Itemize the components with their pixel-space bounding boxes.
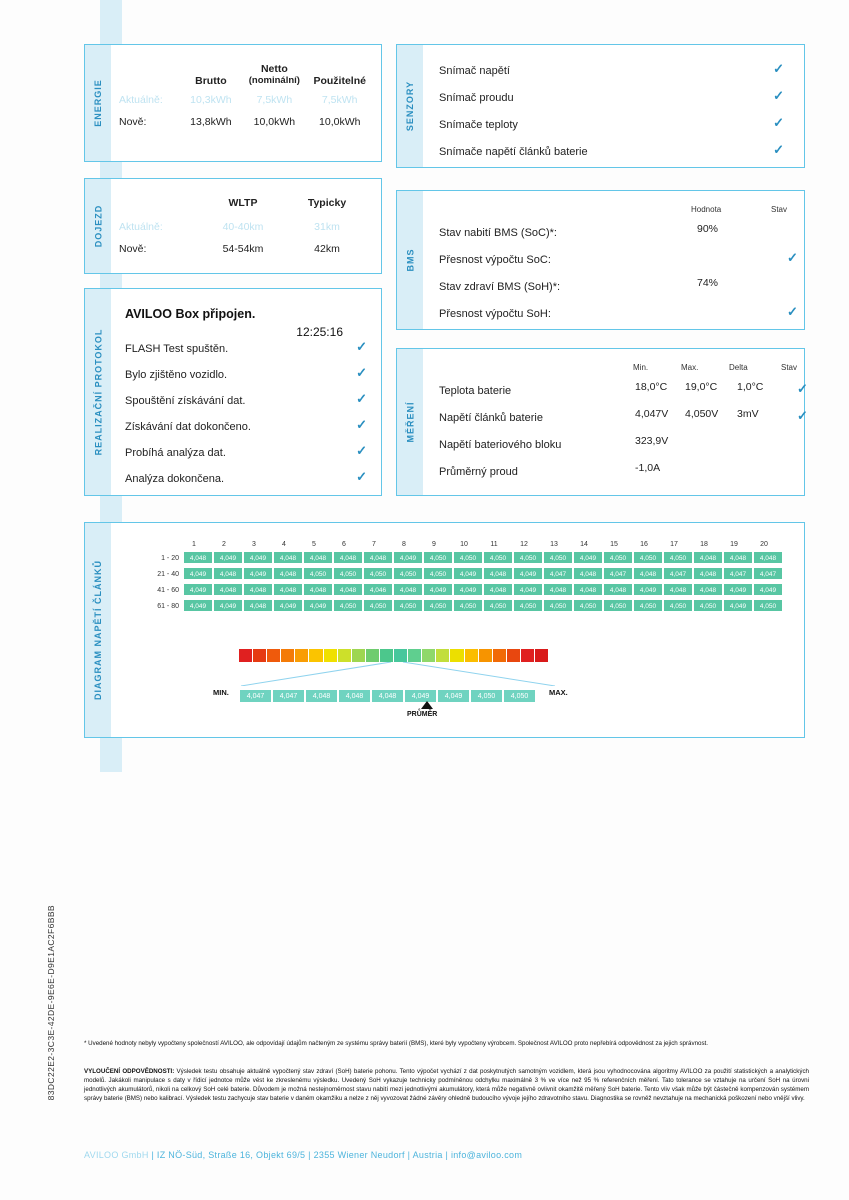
minmax-cell: 4,048 (371, 689, 404, 703)
bms-col-value: Hodnota (691, 205, 722, 214)
cell: 4,049 (573, 551, 603, 564)
diagram-col-5: 5 (312, 541, 316, 548)
mereni-row-3-text: Průměrný proud (439, 466, 518, 478)
protokol-item-3-text: Získávání dat dokončeno. (125, 421, 251, 433)
cell: 4,048 (483, 567, 513, 580)
energie-row0-netto: 7,5kWh (256, 94, 293, 106)
list-item (125, 443, 367, 469)
minmax-cell: 4,048 (305, 689, 338, 703)
card-energie (84, 44, 382, 162)
energie-row0-usable: 7,5kWh (321, 94, 358, 106)
cell: 4,048 (393, 583, 423, 596)
dojezd-header-typ: Typicky (307, 197, 347, 209)
cell: 4,050 (393, 567, 423, 580)
diagram-col-1: 1 (192, 541, 196, 548)
cell: 4,046 (363, 583, 393, 596)
cell: 4,048 (723, 551, 753, 564)
cell: 4,049 (723, 583, 753, 596)
card-senzory-label: SENZORY (397, 45, 423, 167)
minmax-cell: 4,047 (239, 689, 272, 703)
list-item (125, 469, 367, 495)
energie-row1-name: Nově: (119, 116, 147, 128)
cell: 4,050 (453, 599, 483, 612)
mereni-row-3-min: -1,0A (635, 462, 661, 474)
check-icon: ✓ (356, 365, 367, 380)
energie-header-brutto: Brutto (195, 75, 227, 87)
footer-brand: AVILOO GmbH (84, 1150, 149, 1160)
cell: 4,049 (273, 599, 303, 612)
list-item (125, 365, 367, 391)
diagram-col-8: 8 (402, 541, 406, 548)
card-mereni-body (423, 349, 808, 495)
table-row (119, 94, 371, 106)
cell: 4,048 (303, 551, 333, 564)
protokol-item-5-text: Analýza dokončena. (125, 473, 225, 485)
list-item (125, 417, 367, 443)
minmax-cell: 4,049 (437, 689, 470, 703)
check-icon: ✓ (773, 88, 784, 103)
diagram-col-9: 9 (432, 541, 436, 548)
minmax-strip (213, 685, 568, 703)
cell: 4,048 (303, 583, 333, 596)
max-label: MAX. (549, 688, 568, 697)
senzory-item-3-text: Snímače napětí článků baterie (439, 146, 588, 158)
cell: 4,049 (183, 567, 213, 580)
check-icon: ✓ (773, 61, 784, 76)
list-item (439, 61, 784, 88)
dojezd-row1-typ: 42km (314, 243, 340, 255)
cell: 4,048 (573, 567, 603, 580)
diagram-col-14: 14 (580, 541, 588, 548)
footer (84, 1150, 809, 1160)
card-dojezd (84, 178, 382, 274)
mereni-row-0-text: Teplota baterie (439, 385, 512, 397)
card-energie-body (111, 45, 381, 161)
bms-row-0-value: 90% (697, 223, 719, 235)
dojezd-row1-wltp: 54-54km (222, 243, 264, 255)
mereni-row-0-delta: 1,0°C (737, 381, 764, 393)
table-row (119, 221, 371, 233)
dojezd-row0-wltp: 40-40km (222, 221, 264, 233)
card-senzory-body (423, 45, 804, 167)
check-icon: ✓ (787, 304, 798, 319)
protokol-item-0-text: FLASH Test spuštěn. (125, 343, 229, 355)
legal-note: * Uvedené hodnoty nebyly vypočteny společností AVILOO, ale odpovídají údajům načteným ze systému správy baterií (BMS), které byly vypočteny výrobcem. Společnost AVILOO proto nepřebírá odpovědnost za jejich správnost. (84, 1040, 708, 1047)
cell: 4,047 (543, 567, 573, 580)
average-label: PRŮMĚR (407, 711, 438, 718)
bms-row-2-text: Stav zdraví BMS (SoH)*: (439, 281, 561, 293)
card-bms (396, 190, 805, 330)
cell: 4,049 (183, 583, 213, 596)
cell: 4,049 (513, 583, 543, 596)
check-icon: ✓ (356, 391, 367, 406)
diagram-col-10: 10 (460, 541, 468, 548)
table-row (439, 304, 798, 331)
energie-row0-name: Aktuálně: (119, 94, 163, 106)
list-item (125, 339, 367, 365)
protokol-time: 12:25:16 (296, 325, 343, 339)
mereni-col-state: Stav (781, 363, 798, 372)
energie-row1-brutto: 13,8kWh (190, 116, 232, 128)
check-icon: ✓ (797, 408, 808, 423)
bms-row-3-text: Přesnost výpočtu SoH: (439, 308, 551, 320)
diagram-row-3-label: 61 - 80 (157, 603, 179, 610)
cell: 4,048 (243, 583, 273, 596)
card-diagram (84, 522, 805, 738)
diagram-col-6: 6 (342, 541, 346, 548)
cell: 4,050 (603, 599, 633, 612)
energie-header-usable: Použitelné (313, 75, 366, 87)
table-row (439, 250, 798, 277)
cell: 4,049 (423, 583, 453, 596)
cell: 4,050 (633, 551, 663, 564)
minmax-cell: 4,050 (470, 689, 503, 703)
diagram-col-18: 18 (700, 541, 708, 548)
table-row (439, 223, 790, 250)
cell: 4,050 (693, 599, 723, 612)
card-bms-body (423, 191, 804, 329)
cell: 4,047 (663, 567, 693, 580)
dojezd-header-wltp: WLTP (228, 197, 258, 209)
diagram-col-13: 13 (550, 541, 558, 548)
list-item (125, 391, 367, 417)
dojezd-row1-name: Nově: (119, 243, 147, 255)
cell: 4,049 (513, 567, 543, 580)
cell: 4,048 (243, 599, 273, 612)
table-row (439, 462, 794, 489)
cell: 4,048 (213, 567, 243, 580)
mereni-row-1-text: Napětí článků baterie (439, 412, 543, 424)
mereni-row-0-max: 19,0°C (685, 381, 718, 393)
cell: 4,049 (213, 551, 243, 564)
cell: 4,048 (273, 583, 303, 596)
mereni-row-1-min: 4,047V (635, 408, 669, 420)
connector-lines (239, 662, 559, 686)
cell: 4,049 (723, 599, 753, 612)
spectrum-bar (239, 649, 549, 662)
card-diagram-label: DIAGRAM NAPĚTÍ ČLÁNKŮ (85, 523, 111, 737)
cell: 4,049 (393, 551, 423, 564)
senzory-item-0-text: Snímač napětí (439, 65, 510, 77)
card-protokol-label: REALIZAČNÍ PROTOKOL (85, 289, 111, 495)
cell: 4,050 (333, 567, 363, 580)
card-protokol-body (111, 289, 381, 495)
card-dojezd-label: DOJEZD (85, 179, 111, 273)
protokol-item-4-text: Probíhá analýza dat. (125, 447, 226, 459)
senzory-item-2-text: Snímače teploty (439, 119, 518, 131)
card-mereni (396, 348, 808, 496)
cell: 4,049 (753, 583, 783, 596)
card-mereni-label: MĚŘENÍ (397, 349, 423, 495)
mereni-row-0-min: 18,0°C (635, 381, 668, 393)
cell: 4,050 (483, 551, 513, 564)
min-label: MIN. (213, 688, 229, 697)
dojezd-row0-typ: 31km (314, 221, 340, 233)
cell: 4,049 (243, 551, 273, 564)
diagram-row-1-label: 21 - 40 (157, 571, 179, 578)
cell: 4,048 (273, 551, 303, 564)
diagram-col-15: 15 (610, 541, 618, 548)
bms-row-0-text: Stav nabití BMS (SoC)*: (439, 227, 557, 239)
cell: 4,048 (753, 551, 783, 564)
card-bms-label: BMS (397, 191, 423, 329)
cell: 4,050 (423, 551, 453, 564)
cell: 4,049 (183, 599, 213, 612)
check-icon: ✓ (773, 142, 784, 157)
diagram-col-4: 4 (282, 541, 286, 548)
cell: 4,050 (423, 599, 453, 612)
cell: 4,050 (543, 551, 573, 564)
minmax-cell: 4,047 (272, 689, 305, 703)
cell: 4,048 (543, 583, 573, 596)
cell: 4,048 (333, 583, 363, 596)
bms-row-2-value: 74% (697, 277, 719, 289)
mereni-col-min: Min. (633, 363, 649, 372)
diagram-col-3: 3 (252, 541, 256, 548)
diagram-col-16: 16 (640, 541, 648, 548)
table-row (119, 116, 371, 128)
minmax-cell: 4,050 (503, 689, 536, 703)
cell: 4,049 (453, 567, 483, 580)
card-senzory (396, 44, 805, 168)
cell: 4,050 (423, 567, 453, 580)
bms-row-1-text: Přesnost výpočtu SoC: (439, 254, 551, 266)
cell: 4,050 (393, 599, 423, 612)
dojezd-row0-name: Aktuálně: (119, 221, 163, 233)
diagram-col-12: 12 (520, 541, 528, 548)
check-icon: ✓ (797, 381, 808, 396)
cell: 4,048 (273, 567, 303, 580)
cell: 4,049 (213, 599, 243, 612)
cell: 4,050 (573, 599, 603, 612)
cell: 4,050 (363, 567, 393, 580)
legal-disclaimer-title: VYLOUČENÍ ODPOVĚDNOSTI: (84, 1068, 175, 1075)
cell: 4,050 (603, 551, 633, 564)
cell: 4,047 (753, 567, 783, 580)
list-item (439, 88, 784, 115)
legal-disclaimer (84, 1068, 809, 1104)
diagram-col-17: 17 (670, 541, 678, 548)
energie-header-netto-sub: (nominální) (248, 75, 300, 86)
cell: 4,049 (243, 567, 273, 580)
check-icon: ✓ (356, 443, 367, 458)
footer-address: | IZ NÖ-Süd, Straße 16, Objekt 69/5 | 2355 Wiener Neudorf | Austria | info@aviloo.com (151, 1150, 523, 1160)
table-row (439, 381, 808, 408)
cell: 4,048 (693, 551, 723, 564)
cell: 4,050 (303, 567, 333, 580)
cell: 4,050 (543, 599, 573, 612)
cell: 4,050 (483, 599, 513, 612)
table-row (439, 277, 790, 304)
mereni-row-2-min: 323,9V (635, 435, 669, 447)
check-icon: ✓ (773, 115, 784, 130)
card-energie-label: ENERGIE (85, 45, 111, 161)
table-row (439, 435, 794, 462)
mereni-row-1-max: 4,050V (685, 408, 719, 420)
cell: 4,050 (663, 599, 693, 612)
energie-header-netto: Netto (260, 63, 288, 75)
cell: 4,049 (453, 583, 483, 596)
cell: 4,048 (333, 551, 363, 564)
cell: 4,048 (573, 583, 603, 596)
diagram-col-2: 2 (222, 541, 226, 548)
check-icon: ✓ (787, 250, 798, 265)
cell: 4,050 (513, 599, 543, 612)
energie-row1-netto: 10,0kWh (253, 116, 296, 128)
legal-disclaimer-body: Výsledek testu obsahuje aktuálně vypočtený stav zdraví (SoH) baterie pohonu. Tento výpočet vychází z dat poskytnutých samotným vozidlem, která jsou vyhodnocována algoritmy AVILOO za použití statistických a analytických modelů. Jakákoli manipulace s daty v řídicí jednotce může vést ke zkreslenému výsledku. Uvedený SoH vykazuje technicky podmíněnou odchylku maximálně 3 % ve více než 95 % referenčních měření. Tato tolerance se vztahuje na určení SoH na úrovni jednotlivých akumulátorů, nikoli na celkový SoH celé baterie. Důvodem je možná nestejnoměrnost stavu nabití mezi jednotlivými akumulátory, která může negativně ovlivnit okamžitě měřený SoH baterie. Tento vliv však může být částečně kompenzován systémem správy baterie (BMS) nebo kalibrací. Výsledek testu zachycuje stav baterie v daném okamžiku a nelze z něj vyvozovat žádné závěry ohledně budoucího vývoje jejího zdravotního stavu. Diagnostika se rovněž nevztahuje na mechanická poškození nebo vnější vlivy. (84, 1068, 809, 1102)
cell: 4,048 (633, 567, 663, 580)
cell: 4,050 (663, 551, 693, 564)
cell: 4,048 (363, 551, 393, 564)
table-row (439, 408, 808, 435)
cell: 4,047 (603, 567, 633, 580)
card-diagram-body (111, 523, 804, 737)
cell: 4,048 (663, 583, 693, 596)
diagram-row-3 (149, 595, 783, 613)
document-id: 83DC22E2-3C3E-42DE-9E6E-D9E1AC2F6BBB (46, 905, 56, 1101)
diagram-row-0-label: 1 - 20 (161, 555, 179, 562)
cell: 4,050 (453, 551, 483, 564)
diagram-row-2-label: 41 - 60 (157, 587, 179, 594)
cell: 4,049 (633, 583, 663, 596)
cell: 4,048 (213, 583, 243, 596)
cell: 4,048 (483, 583, 513, 596)
card-protokol (84, 288, 382, 496)
mereni-row-1-delta: 3mV (737, 408, 759, 420)
energie-row0-brutto: 10,3kWh (190, 94, 232, 106)
table-row (119, 243, 371, 255)
cell: 4,050 (753, 599, 783, 612)
check-icon: ✓ (356, 417, 367, 432)
mereni-row-2-text: Napětí bateriového bloku (439, 439, 562, 451)
senzory-item-1-text: Snímač proudu (439, 92, 514, 104)
energie-row1-usable: 10,0kWh (319, 116, 361, 128)
cell: 4,050 (633, 599, 663, 612)
protokol-title: AVILOO Box připojen. (125, 307, 256, 321)
cell: 4,048 (183, 551, 213, 564)
list-item (439, 142, 784, 169)
cell: 4,050 (333, 599, 363, 612)
diagram-col-7: 7 (372, 541, 376, 548)
cell: 4,048 (693, 567, 723, 580)
bms-col-state: Stav (771, 205, 788, 214)
check-icon: ✓ (356, 469, 367, 484)
cell: 4,048 (693, 583, 723, 596)
protokol-item-1-text: Bylo zjištěno vozidlo. (125, 369, 228, 381)
diagram-col-11: 11 (490, 541, 498, 548)
cell: 4,048 (603, 583, 633, 596)
protokol-item-2-text: Spouštění získávání dat. (125, 395, 246, 407)
diagram-col-19: 19 (730, 541, 738, 548)
diagram-col-20: 20 (760, 541, 768, 548)
check-icon: ✓ (356, 339, 367, 354)
cell: 4,047 (723, 567, 753, 580)
cell: 4,050 (363, 599, 393, 612)
card-dojezd-body (111, 179, 381, 273)
mereni-col-delta: Delta (729, 363, 748, 372)
average-marker-icon (421, 701, 433, 709)
list-item (439, 115, 784, 142)
mereni-col-max: Max. (681, 363, 699, 372)
cell: 4,050 (513, 551, 543, 564)
minmax-cell: 4,049 (404, 689, 437, 703)
minmax-cell: 4,048 (338, 689, 371, 703)
cell: 4,049 (303, 599, 333, 612)
